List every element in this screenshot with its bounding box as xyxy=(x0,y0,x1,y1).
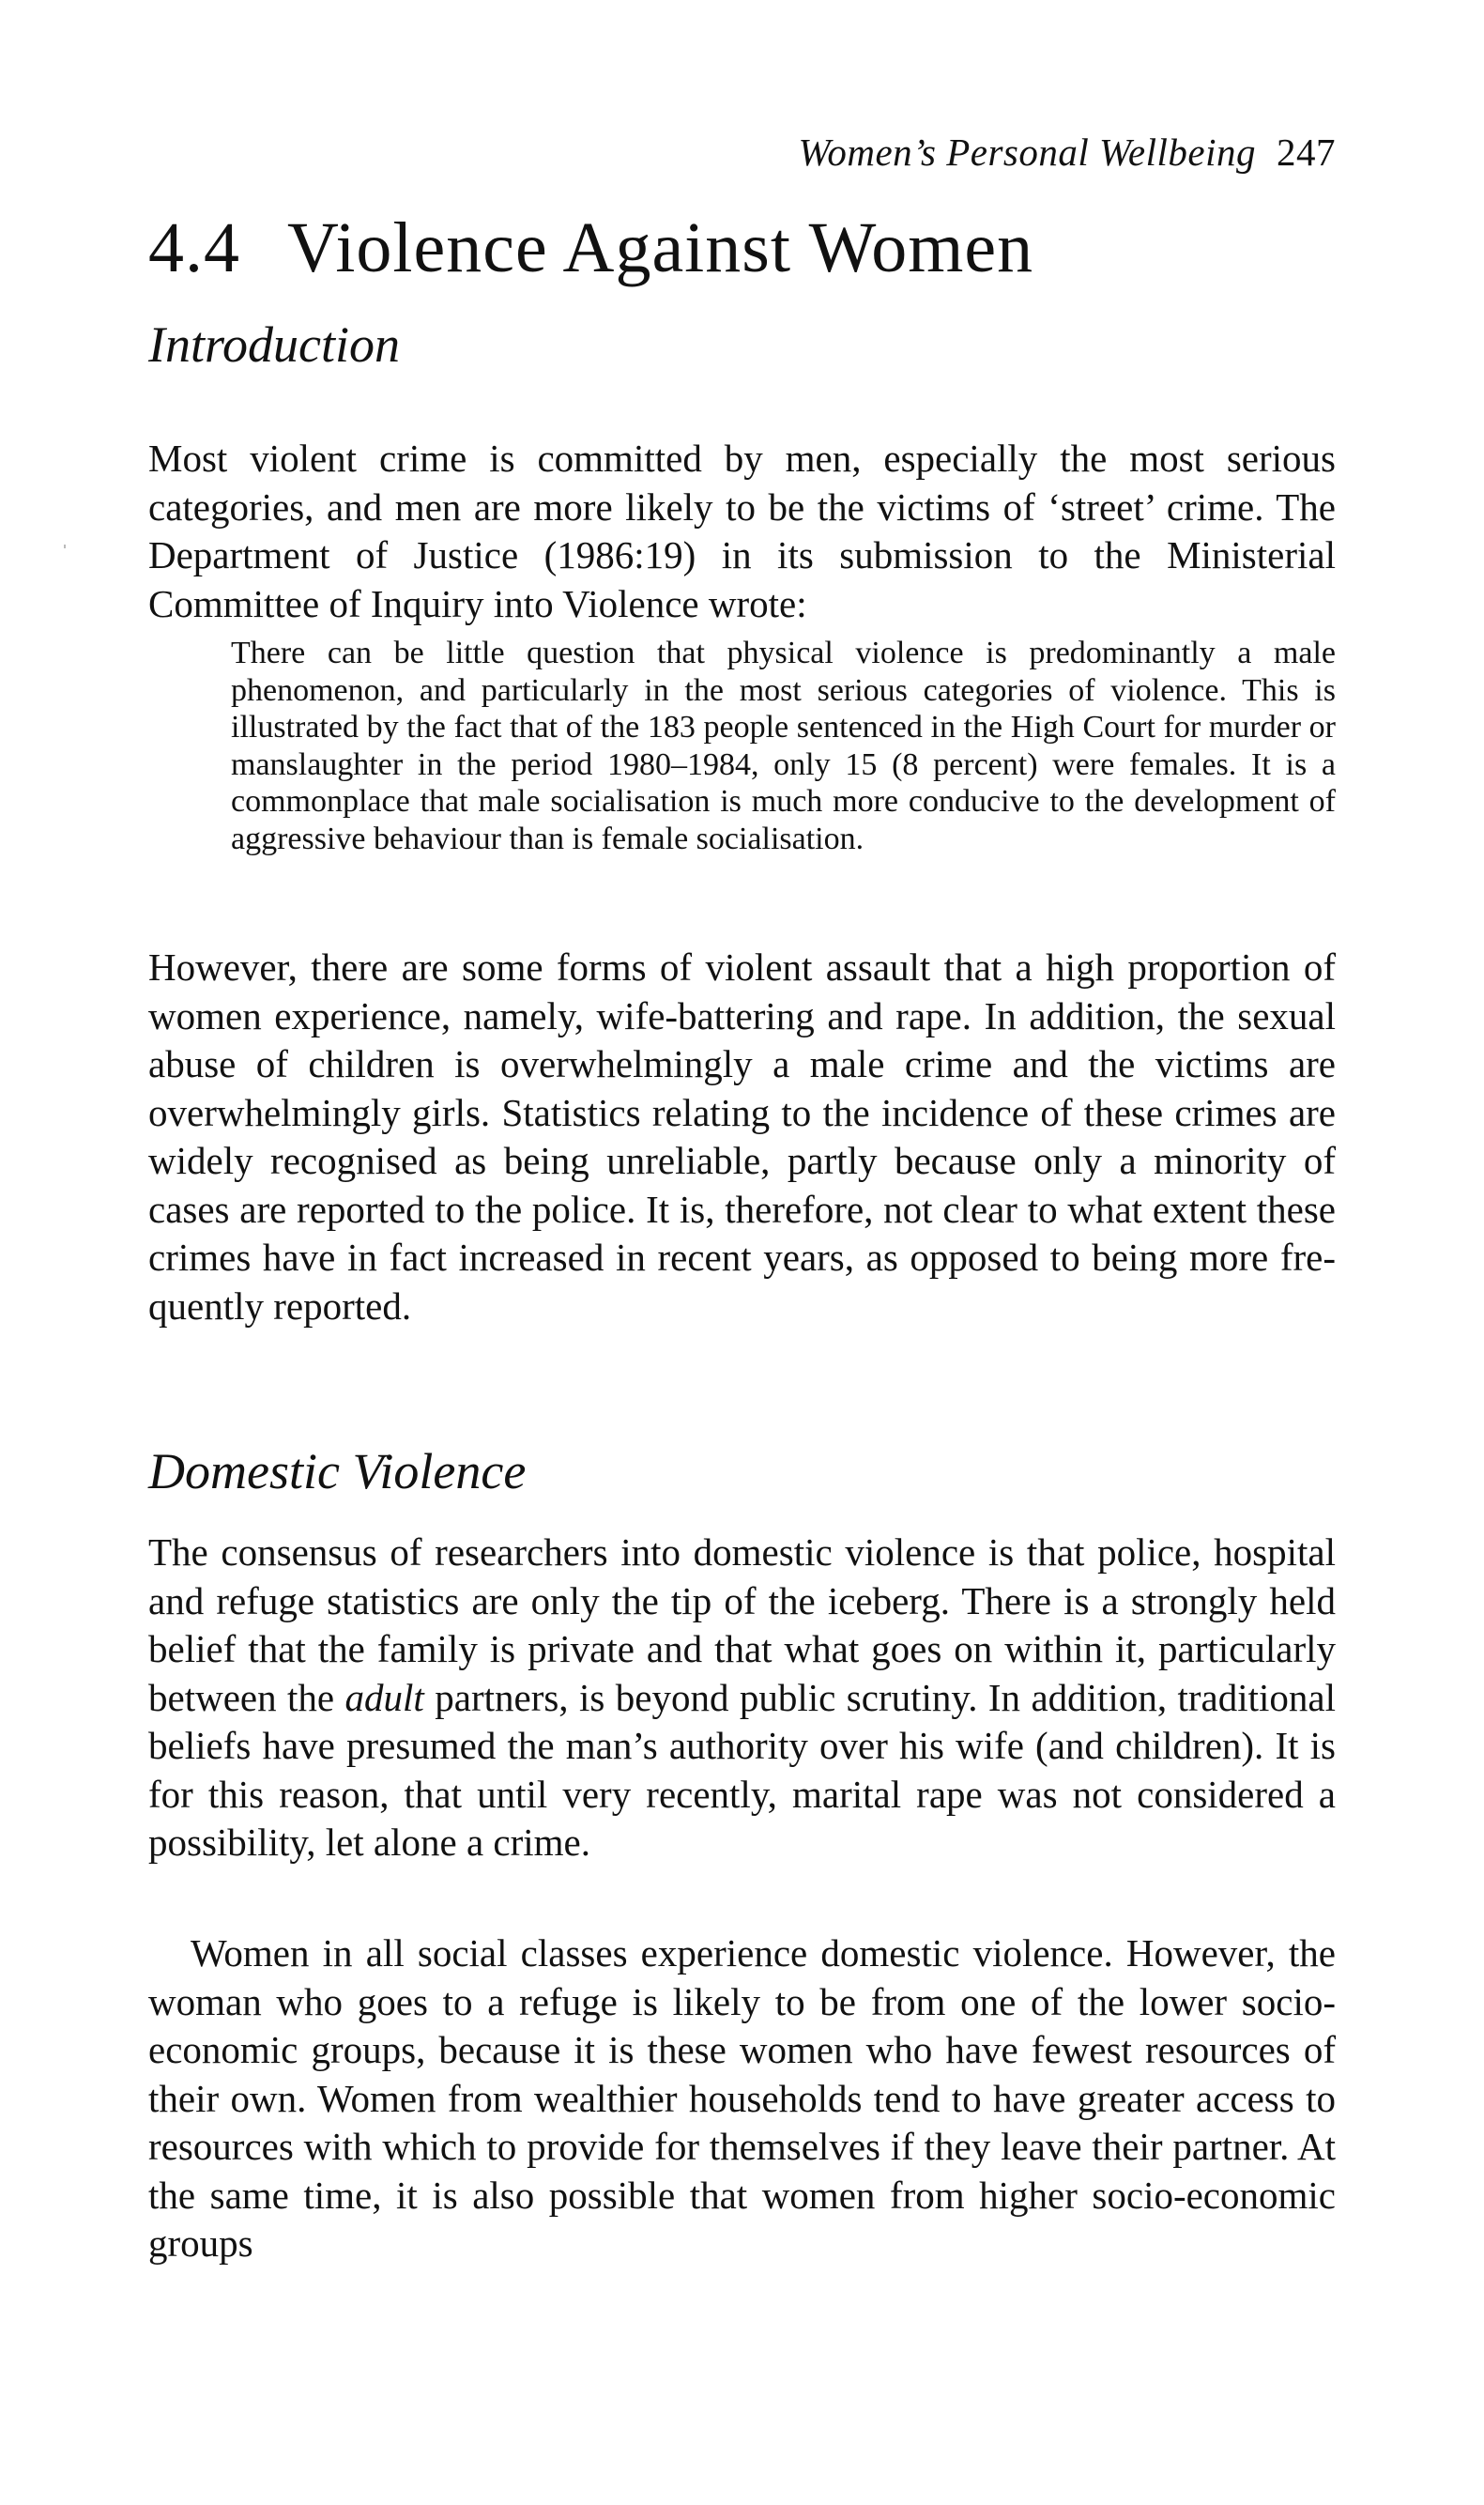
paragraph-text-part: partners, is beyond public scrutiny. In addition, traditional beliefs have presumed the man’s authority over his wife (and children). It is for this reason, that until very recently, marital rape was not considered a possibility, let alone a crime. xyxy=(148,1675,1336,1864)
section-title xyxy=(148,208,1034,287)
running-title: Women’s Personal Wellbeing xyxy=(798,131,1256,174)
section-title-text: Violence Against Women xyxy=(287,208,1034,287)
introduction-paragraph-1: Most violent crime is committed by men, especially the most serious categories, and men are more likely to be the victims of ‘street’ crime. The Department of Justice (1986:19) in its submission to the Ministerial Committee of Inquiry into Violence wrote: xyxy=(148,437,1336,625)
paragraph-text-part: The consensus of researchers into domestic violence is that police, hospital and refuge statistics are only the tip of the iceberg. There is a strongly held belief that the family is private and that what goes on within it, particularly between the xyxy=(148,1530,1336,1719)
section-number: 4.4 xyxy=(148,208,240,287)
emphasis-adult: adult xyxy=(344,1675,424,1719)
block-quote: There can be little question that physical violence is predominantly a male phenomenon, and particularly in the most serious categories of violence. This is illustrated by the fact that of the 183 people sentenced in the High Court for murder or manslaughter in the period 1980–1984, only 15 (8 percent) were females. It is a commonplace that male socialisation is much more conducive to the development of aggressive behaviour than is female socialisation. xyxy=(231,636,1336,856)
running-header xyxy=(798,130,1336,175)
domestic-violence-paragraph-1 xyxy=(148,1529,1336,1867)
page-number: 247 xyxy=(1277,131,1336,174)
domestic-violence-heading: Domestic Violence xyxy=(148,1443,527,1499)
introduction-heading: Introduction xyxy=(148,316,400,373)
introduction-paragraph-2: However, there are some forms of violent assault that a high proportion of women experience, namely, wife-battering and rape. In addition, the sexual abuse of children is overwhelmingly a male crime and the victims are overwhelmingly girls. Statistics relating to the incidence of these crimes are widely recognised as being unreliable, partly because only a minority of cases are reported to the police. It is, therefore, not clear to what extent these crimes have in fact increased in recent years, as opposed to being more frequently reported. xyxy=(148,945,1336,1328)
domestic-violence-paragraph-2: Women in all social classes experience domestic violence. However, the woman who goes to a refuge is likely to be from one of the lower socio-economic groups, because it is these women who have fewest resources of their own. Women from wealthier households tend to have greater access to resources with which to provide for themselves if they leave their partner. At the same time, it is also possible that women from higher socio-economic groups xyxy=(148,1931,1336,2265)
scan-mark xyxy=(64,545,66,548)
